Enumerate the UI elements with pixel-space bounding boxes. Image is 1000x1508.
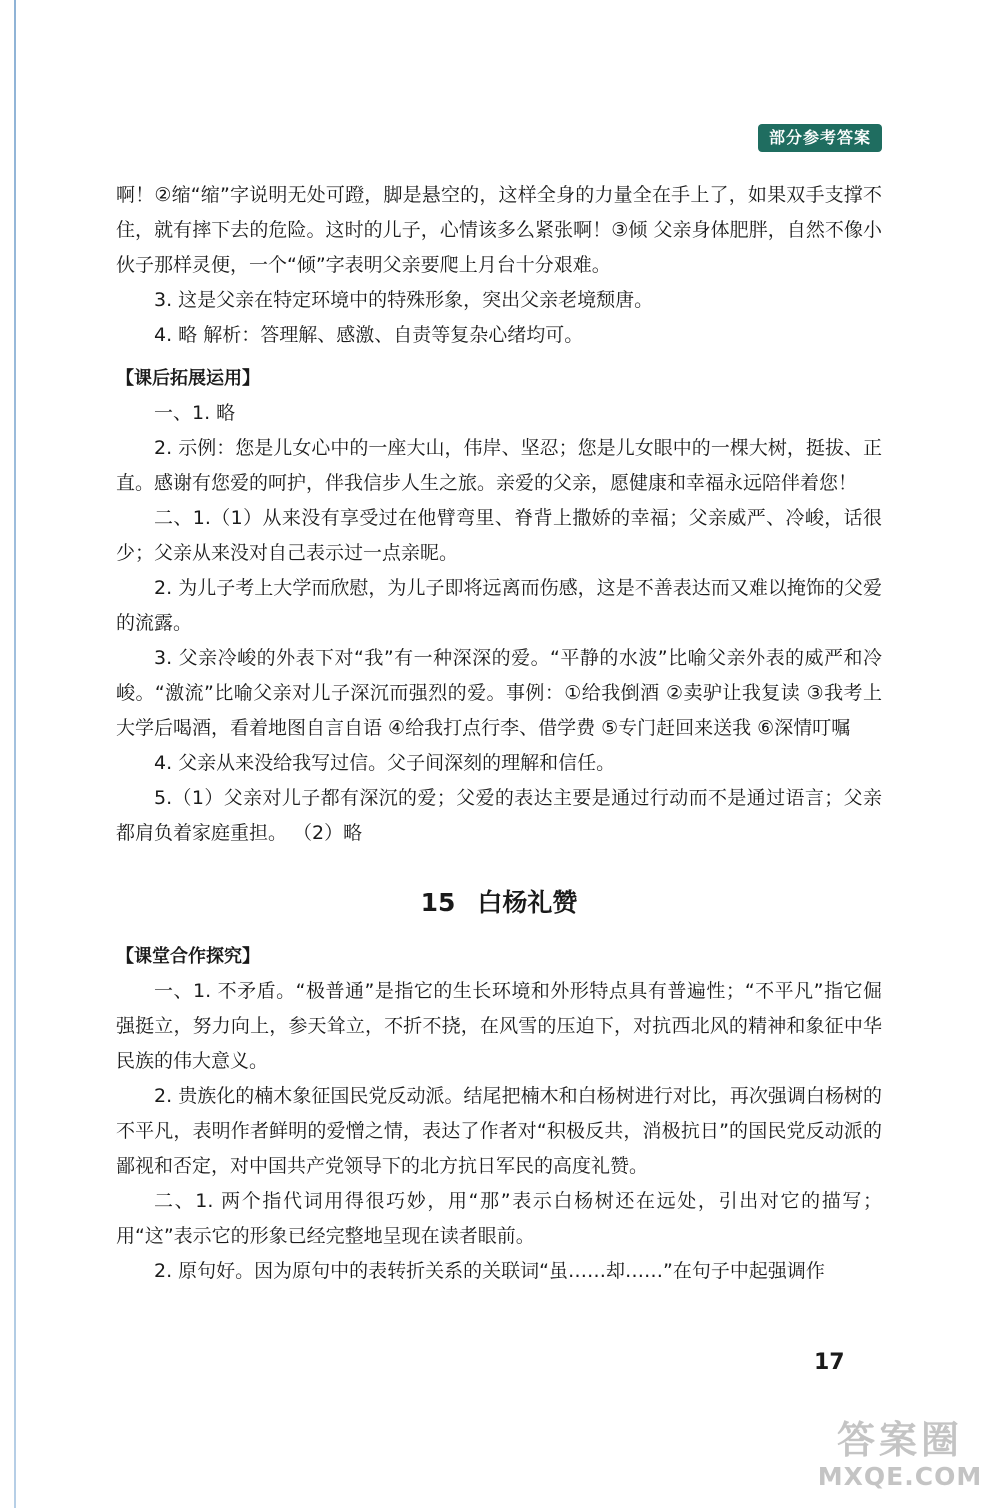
paragraph: 2. 贵族化的楠木象征国民党反动派。结尾把楠木和白杨树进行对比，再次强调白杨树的不平凡，表明作者鲜明的爱憎之情，表达了作者对“积极反共，消极抗日”的国民党反动派的鄙视和否定，对中国共产党领导下的北方抗日军民的高度礼赞。 [116,1085,882,1177]
lesson-name: 白杨礼赞 [477,888,578,917]
paragraph: 3. 这是父亲在特定环境中的特殊形象，突出父亲老境颓唐。 [154,289,654,311]
page-margin-line [14,0,16,1508]
paragraph: 二、1.（1）从来没有享受过在他臂弯里、脊背上撒娇的幸福；父亲威严、冷峻，话很少；父亲从来没对自己表示过一点亲昵。 [116,507,882,564]
watermark-text: 答案圈 [836,1418,963,1462]
paragraph: 2. 原句好。因为原句中的表转折关系的关联词“虽……却……”在句子中起强调作 [154,1260,825,1282]
page-content [116,178,882,1289]
lesson-title [116,885,882,920]
paragraph: 一、1. 不矛盾。“极普通”是指它的生长环境和外形特点具有普遍性；“不平凡”指它倔强挺立，努力向上，参天耸立，不折不挠，在风雪的压迫下，对抗西北风的精神和象征中华民族的伟大意义。 [116,980,882,1072]
section-heading: 【课堂合作探究】 [116,946,260,967]
paragraph: 4. 略 解析：答理解、感激、自责等复杂心绪均可。 [154,324,584,346]
watermark-url: MXQE.COM [817,1462,983,1491]
paragraph: 一、1. 略 [154,402,236,424]
lesson-number: 15 [420,888,456,917]
section-badge: 部分参考答案 [758,124,882,152]
paragraph: 5.（1）父亲对儿子都有深沉的爱；父爱的表达主要是通过行动而不是通过语言；父亲都肩负着家庭重担。 （2）略 [116,787,882,844]
section-heading: 【课后拓展运用】 [116,368,260,389]
page-number: 17 [814,1350,845,1375]
paragraph: 2. 示例：您是儿女心中的一座大山，伟岸、坚忍；您是儿女眼中的一棵大树，挺拔、正直。感谢有您爱的呵护，伴我信步人生之旅。亲爱的父亲，愿健康和幸福永远陪伴着您！ [116,437,882,494]
watermark-logo [812,1418,988,1498]
paragraph: 二、1. 两个指代词用得很巧妙，用“那”表示白杨树还在远处，引出对它的描写；用“这”表示它的形象已经完整地呈现在读者眼前。 [116,1190,882,1247]
paragraph: 4. 父亲从来没给我写过信。父子间深刻的理解和信任。 [154,752,616,774]
paragraph: 2. 为儿子考上大学而欣慰，为儿子即将远离而伤感，这是不善表达而又难以掩饰的父爱的流露。 [116,577,882,634]
paragraph: 3. 父亲冷峻的外表下对“我”有一种深深的爱。“平静的水波”比喻父亲外表的威严和冷峻。“激流”比喻父亲对儿子深沉而强烈的爱。事例：①给我倒酒 ②卖驴让我复读 ③我考上大学后喝酒，看着地图自言自语 ④给我打点行李、借学费 ⑤专门赶回来送我 ⑥深情叮嘱 [116,647,882,739]
paragraph: 啊！②缩“缩”字说明无处可蹬，脚是悬空的，这样全身的力量全在手上了，如果双手支撑不住，就有摔下去的危险。这时的儿子，心情该多么紧张啊！③倾 父亲身体肥胖，自然不像小伙子那样灵便，一个“倾”字表明父亲要爬上月台十分艰难。 [116,184,882,276]
